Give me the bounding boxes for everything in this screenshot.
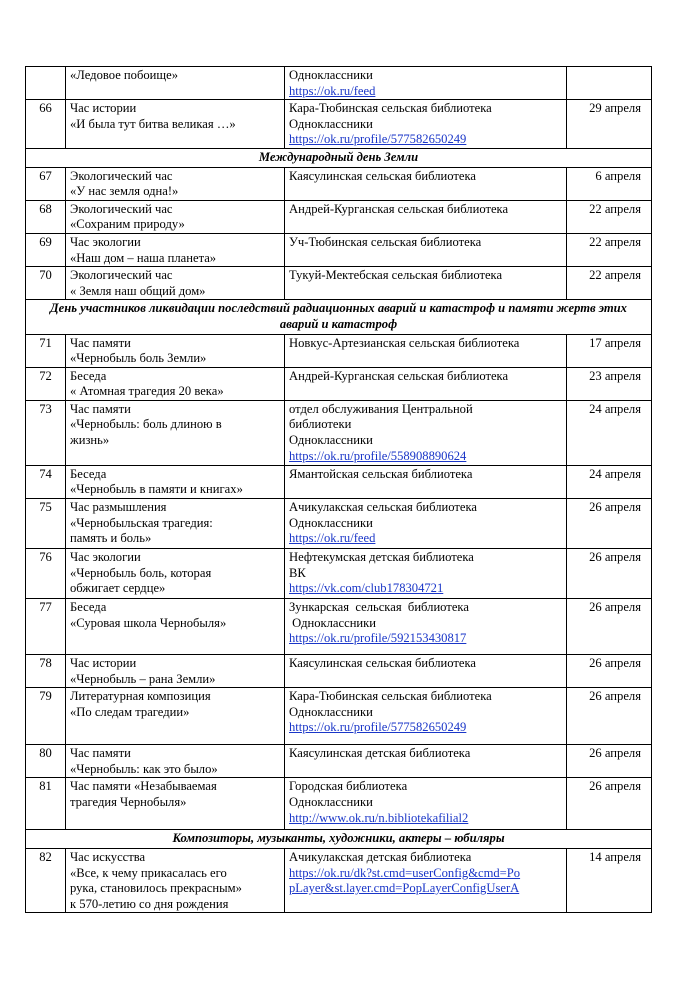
event-text: память и боль» xyxy=(70,531,152,546)
table-row xyxy=(26,334,652,367)
event-text: «Наш дом – наша планета» xyxy=(70,250,217,265)
event-cell xyxy=(66,67,285,100)
event-text: Беседа xyxy=(70,368,107,383)
section-header xyxy=(26,830,652,849)
place-text: библиотеки xyxy=(289,417,352,432)
event-cell xyxy=(66,267,285,300)
place-cell xyxy=(285,67,567,100)
table-row xyxy=(26,778,652,830)
events-table-body xyxy=(26,67,652,913)
event-date: 26 апреля xyxy=(567,688,652,745)
event-text: Час памяти xyxy=(70,746,131,761)
table-row xyxy=(26,655,652,688)
place-cell xyxy=(285,100,567,149)
event-text: обжигает сердце» xyxy=(70,581,166,596)
row-number: 74 xyxy=(26,465,66,498)
event-text: «Чернобыль боль, которая xyxy=(70,565,212,580)
place-text: Одноклассники xyxy=(289,615,377,630)
event-text: Экологический час xyxy=(70,168,173,183)
section-title: Международный день Земли xyxy=(26,148,652,167)
resource-link[interactable]: https://ok.ru/feed xyxy=(289,83,376,98)
event-text: «Чернобыль в памяти и книгах» xyxy=(70,482,243,497)
event-text: к 570-летию со дня рождения xyxy=(70,896,229,911)
resource-link[interactable]: https://ok.ru/profile/577582650249 xyxy=(289,720,467,735)
event-cell xyxy=(66,849,285,913)
row-number: 76 xyxy=(26,549,66,599)
place-text: Андрей-Курганская сельская библиотека xyxy=(289,368,509,383)
table-row xyxy=(26,167,652,200)
event-cell xyxy=(66,100,285,149)
place-cell xyxy=(285,400,567,465)
event-text: Час памяти «Незабываемая xyxy=(70,779,217,794)
event-date: 24 апреля xyxy=(567,400,652,465)
event-cell xyxy=(66,499,285,549)
row-number: 77 xyxy=(26,599,66,655)
place-cell xyxy=(285,367,567,400)
event-cell xyxy=(66,778,285,830)
table-row xyxy=(26,499,652,549)
event-date: 17 апреля xyxy=(567,334,652,367)
event-cell xyxy=(66,549,285,599)
resource-link[interactable]: https://vk.com/club178304721 xyxy=(289,581,444,596)
event-text: «Чернобыль – рана Земли» xyxy=(70,671,216,686)
row-number: 78 xyxy=(26,655,66,688)
event-text: Час памяти xyxy=(70,401,131,416)
event-text: трагедия Чернобыля» xyxy=(70,795,187,810)
event-date: 26 апреля xyxy=(567,655,652,688)
row-number: 66 xyxy=(26,100,66,149)
row-number: 70 xyxy=(26,267,66,300)
event-date: 26 апреля xyxy=(567,778,652,830)
event-text: Час экологии xyxy=(70,550,141,565)
event-text: «Чернобыль: боль длиною в xyxy=(70,417,222,432)
row-number: 73 xyxy=(26,400,66,465)
event-cell xyxy=(66,167,285,200)
event-text: «Все, к чему прикасалась его xyxy=(70,865,227,880)
row-number: 71 xyxy=(26,334,66,367)
place-text: Тукуй-Мектебская сельская библиотека xyxy=(289,268,503,283)
place-cell xyxy=(285,745,567,778)
place-cell xyxy=(285,599,567,655)
place-text: Каясулинская детская библиотека xyxy=(289,746,471,761)
table-row xyxy=(26,849,652,913)
resource-link[interactable]: https://ok.ru/feed xyxy=(289,531,376,546)
row-number: 72 xyxy=(26,367,66,400)
resource-link[interactable]: https://ok.ru/profile/558908890624 xyxy=(289,448,467,463)
place-text: Одноклассники xyxy=(289,116,373,131)
event-text: Час экологии xyxy=(70,234,141,249)
place-cell xyxy=(285,233,567,266)
table-row xyxy=(26,745,652,778)
event-text: «Сохраним природу» xyxy=(70,217,185,232)
place-cell xyxy=(285,267,567,300)
row-number: 68 xyxy=(26,200,66,233)
place-text: ВК xyxy=(289,565,306,580)
event-date: 22 апреля xyxy=(567,233,652,266)
event-cell xyxy=(66,334,285,367)
section-title: День участников ликвидации последствий радиационных аварий и катастроф и памяти жертв этих аварий и катастроф xyxy=(26,300,652,334)
place-text: Новкус-Артезианская сельская библиотека xyxy=(289,335,520,350)
place-cell xyxy=(285,655,567,688)
event-text: Час искусства xyxy=(70,850,146,865)
event-text: Беседа xyxy=(70,600,107,615)
event-text: Литературная композиция xyxy=(70,689,211,704)
table-row xyxy=(26,200,652,233)
event-cell xyxy=(66,655,285,688)
section-title: Композиторы, музыканты, художники, актеры – юбиляры xyxy=(26,830,652,849)
place-text: Одноклассники xyxy=(289,515,373,530)
event-text: «Суровая школа Чернобыля» xyxy=(70,615,227,630)
table-row xyxy=(26,67,652,100)
event-text: «У нас земля одна!» xyxy=(70,184,179,199)
event-text: Час истории xyxy=(70,656,137,671)
events-table xyxy=(25,66,652,913)
event-cell xyxy=(66,233,285,266)
event-date: 26 апреля xyxy=(567,549,652,599)
event-text: «Чернобыльская трагедия: xyxy=(70,515,213,530)
table-row xyxy=(26,688,652,745)
event-date: 14 апреля xyxy=(567,849,652,913)
place-cell xyxy=(285,200,567,233)
event-cell xyxy=(66,465,285,498)
table-row xyxy=(26,233,652,266)
event-text: « Земля наш общий дом» xyxy=(70,283,206,298)
row-number: 81 xyxy=(26,778,66,830)
event-text: Экологический час xyxy=(70,201,173,216)
place-text: Ачикулакская сельская библиотека xyxy=(289,500,477,515)
place-cell xyxy=(285,849,567,913)
place-text: Ачикулакская детская библиотека xyxy=(289,850,472,865)
event-text: Беседа xyxy=(70,466,107,481)
event-text: « Атомная трагедия 20 века» xyxy=(70,384,224,399)
table-row xyxy=(26,367,652,400)
event-cell xyxy=(66,745,285,778)
resource-link[interactable]: pLayer&st.layer.cmd=PopLayerConfigUserA xyxy=(289,881,520,896)
row-number: 80 xyxy=(26,745,66,778)
row-number: 79 xyxy=(26,688,66,745)
place-text: Каясулинская сельская библиотека xyxy=(289,168,477,183)
event-date: 26 апреля xyxy=(567,745,652,778)
event-text: Экологический час xyxy=(70,268,173,283)
event-cell xyxy=(66,599,285,655)
place-cell xyxy=(285,778,567,830)
place-text: Зункарская сельская библиотека xyxy=(289,600,469,615)
table-row xyxy=(26,549,652,599)
place-text: Кара-Тюбинская сельская библиотека xyxy=(289,689,492,704)
event-date: 29 апреля xyxy=(567,100,652,149)
event-text: «Чернобыль боль Земли» xyxy=(70,351,207,366)
resource-link[interactable]: https://ok.ru/dk?st.cmd=userConfig&cmd=Po xyxy=(289,865,521,880)
event-date xyxy=(567,67,652,100)
place-text: Андрей-Курганская сельская библиотека xyxy=(289,201,509,216)
event-text: «Чернобыль: как это было» xyxy=(70,761,218,776)
place-text: Ямантойская сельская библиотека xyxy=(289,466,473,481)
event-cell xyxy=(66,200,285,233)
section-header xyxy=(26,300,652,334)
place-text: Кара-Тюбинская сельская библиотека xyxy=(289,101,492,116)
event-date: 6 апреля xyxy=(567,167,652,200)
event-date: 23 апреля xyxy=(567,367,652,400)
place-cell xyxy=(285,688,567,745)
event-text: Час памяти xyxy=(70,335,131,350)
place-text: Одноклассники xyxy=(289,433,373,448)
event-date: 26 апреля xyxy=(567,499,652,549)
place-text: Одноклассники xyxy=(289,704,373,719)
table-row xyxy=(26,400,652,465)
row-number xyxy=(26,67,66,100)
event-cell xyxy=(66,688,285,745)
event-date: 24 апреля xyxy=(567,465,652,498)
event-text: жизнь» xyxy=(70,433,110,448)
resource-link[interactable]: https://ok.ru/profile/577582650249 xyxy=(289,132,467,147)
place-text: Нефтекумская детская библиотека xyxy=(289,550,474,565)
event-cell xyxy=(66,367,285,400)
event-text: Час размышления xyxy=(70,500,167,515)
event-cell xyxy=(66,400,285,465)
place-text: отдел обслуживания Центральной xyxy=(289,401,473,416)
place-cell xyxy=(285,334,567,367)
place-text: Одноклассники xyxy=(289,795,373,810)
event-text: рука, становилось прекрасным» xyxy=(70,881,242,896)
row-number: 67 xyxy=(26,167,66,200)
event-text: «И была тут битва великая …» xyxy=(70,116,236,131)
place-cell xyxy=(285,499,567,549)
document-page xyxy=(25,66,651,913)
table-row xyxy=(26,267,652,300)
section-header xyxy=(26,148,652,167)
place-text: Городская библиотека xyxy=(289,779,408,794)
place-text: Уч-Тюбинская сельская библиотека xyxy=(289,234,482,249)
row-number: 69 xyxy=(26,233,66,266)
row-number: 75 xyxy=(26,499,66,549)
event-text: Час истории xyxy=(70,101,137,116)
event-date: 22 апреля xyxy=(567,267,652,300)
place-cell xyxy=(285,465,567,498)
resource-link[interactable]: https://ok.ru/profile/592153430817 xyxy=(289,631,467,646)
table-row xyxy=(26,100,652,149)
row-number: 82 xyxy=(26,849,66,913)
event-text: «По следам трагедии» xyxy=(70,704,190,719)
table-row xyxy=(26,599,652,655)
table-row xyxy=(26,465,652,498)
resource-link[interactable]: http://www.ok.ru/n.bibliotekafilial2 xyxy=(289,810,469,825)
event-text: «Ледовое побоище» xyxy=(70,68,178,82)
place-cell xyxy=(285,549,567,599)
place-text: Каясулинская сельская библиотека xyxy=(289,656,477,671)
place-text: Одноклассники xyxy=(289,68,373,82)
place-cell xyxy=(285,167,567,200)
event-date: 26 апреля xyxy=(567,599,652,655)
event-date: 22 апреля xyxy=(567,200,652,233)
